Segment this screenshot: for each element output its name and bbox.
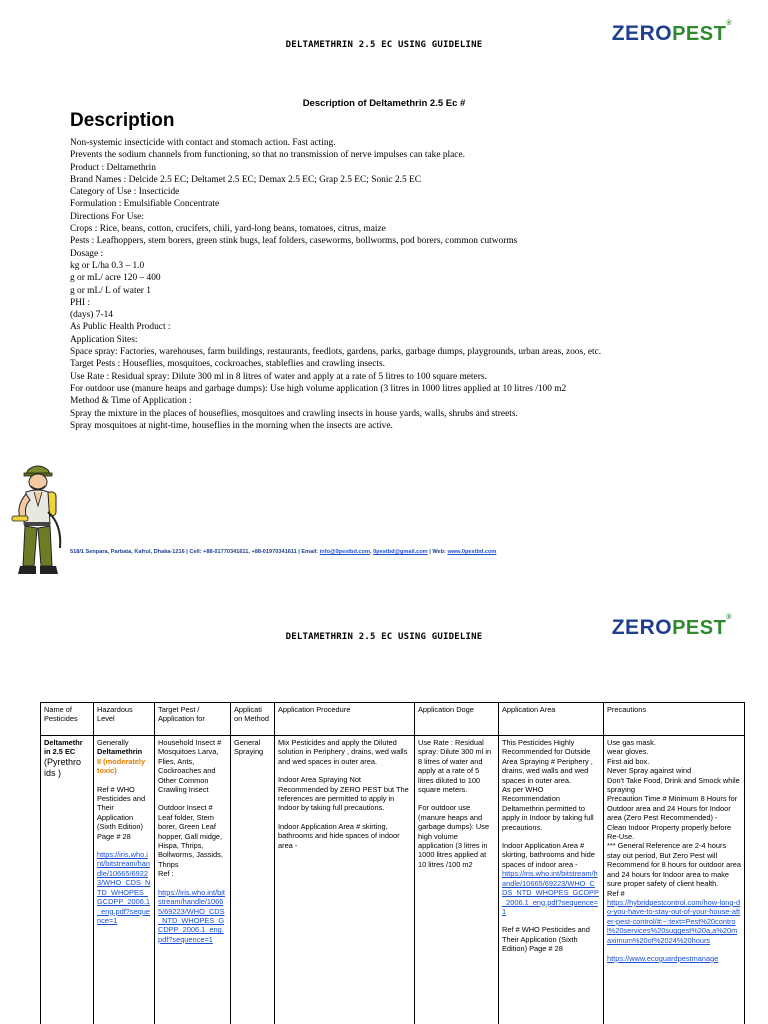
hazard-generally: Generally [97,738,129,747]
desc-line: Prevents the sodium channels from functioning, so that no transmission of nerve impulses can take place. [70,150,465,161]
footer-separator: , [369,549,374,555]
desc-line: g or mL/ acre 120 – 400 [70,273,161,284]
precaution-item: Don't Take Food, Drink and Smock while spraying [607,775,740,795]
desc-line: Crops : Rice, beans, cotton, crucifers, chili, yard-long beans, tomatoes, citrus, maize [70,224,386,235]
who-reference-link[interactable]: https://iris.who.int/bitstream/handle/10665/69223/WHO_CDS_NTD_WHOPES_GCDPP_2006.1_eng.pdf?sequence=1 [502,869,599,916]
hazard-class: II (moderately toxic) [97,756,146,776]
pesticide-name-cell [41,736,94,1024]
description-body [70,137,760,432]
guideline-table [40,702,745,1024]
desc-line: Product : Deltamethrin [70,162,156,173]
footer-email-link[interactable]: info@0pestbd.com [319,549,370,555]
column-header: Precautions [604,703,745,736]
document-title: DELTAMETHRIN 2.5 EC USING GUIDELINE [285,40,483,50]
logo-zero-text: ZERO [611,22,673,45]
area-reference: Ref # WHO Pesticides and Their Application (Sixth Edition) Page # 28 [502,925,590,954]
desc-line: Target Pests : Houseflies, mosquitoes, cockroaches, stableflies and crawling insects. [70,359,385,370]
footer-email-link[interactable]: 0pestbd@gmail.com [373,549,428,555]
area-outdoor: This Pesticides Highly Recommended for Outside Area Spraying # Periphery , drains, wed walls and wed spaces in outer area. [502,738,593,785]
application-area-cell [499,736,604,1024]
column-header: Application Procedure [275,703,415,736]
hazard-level-cell [94,736,155,1024]
desc-line: Space spray: Factories, warehouses, farm buildings, restaurants, feedlots, gardens, parks, garbage dumps, playgrounds, urban areas, zoos, etc. [70,347,602,358]
dose-residual: Use Rate : Residual spray: Dilute 300 ml in 8 litres of water and apply at a rate of 5 litres diluted to 100 square meters. [418,738,492,795]
desc-line: Dosage : [70,248,104,259]
desc-line: Directions For Use: [70,211,144,222]
target-household: Household Insect # Mosquitoes Larva, Flies, Ants, Cockroaches and Other Common Crawling Insect [158,738,222,795]
application-method-cell [231,736,275,1024]
page-break [0,590,768,596]
logo-zero-text: ZERO [611,616,673,639]
column-header: Name of Pesticides [41,703,94,736]
precaution-item: Clean Indoor Property properly before Re-Use. [607,822,732,842]
desc-line: PHI : [70,297,91,308]
area-who: As per WHO Recommendation Deltamethrin permitted to apply in Indoor by taking full precautions. [502,785,594,832]
who-reference-link[interactable]: https://iris.who.int/bitstream/handle/10665/69223/WHO_CDS_NTD_WHOPES_GCDPP_2006.1_eng.pdf?sequence=1 [158,887,225,944]
hazard-chemical: Deltamethrin [97,747,143,757]
pest-control-mascot-icon [8,462,66,580]
desc-line: Spray the mixture in the places of houseflies, mosquitoes and crawling insects in house yards, walls, shrubs and streets. [70,408,518,419]
document-title: DELTAMETHRIN 2.5 EC USING GUIDELINE [285,632,483,642]
precaution-item: wear gloves. [607,747,649,757]
precaution-reference-link[interactable]: https://www.ecoguardpestmanage [607,953,719,963]
precaution-item: *** General Reference are 2-4 hours stay out period, But Zero Pest will Recommend for 8 hours for outdoor area and 24 hours for Indoor area to make sure proper safety of client health. [607,841,741,889]
column-header: Hazardous Level [94,703,155,736]
pesticide-class: (Pyrethro ids ) [44,756,82,778]
logo-pest-text: PEST [672,23,727,45]
desc-line: Pests : Leafhoppers, stem borers, green stink bugs, leaf folders, caseworms, bollworms, pod borers, common cutworms [70,236,518,247]
desc-line: Brand Names : Delcide 2.5 EC; Deltamet 2.5 EC; Demax 2.5 EC; Grap 2.5 EC; Sonic 2.5 EC [70,174,421,185]
footer-separator: | Web: [427,549,448,555]
who-reference-link[interactable]: https://iris.who.int/bitstream/handle/10665/69223/WHO_CDS_NTD_WHOPES_GCDPP_2006.1_eng.pdf?sequence=1 [97,850,151,925]
hazard-reference: Ref # WHO Pesticides and Their Application (Sixth Edition) Page # 28 [97,784,146,841]
precaution-item: Precaution Time # Minimum 8 Hours for Outdoor area and 24 Hours for Indoor area (Zero Pest Recommended) - [607,794,738,823]
application-dose-cell [415,736,499,1024]
application-procedure-cell [275,736,415,1024]
description-subheading: Description of Deltamethrin 2.5 Ec # [302,98,466,109]
precaution-item: Ref # [607,888,625,898]
desc-line: Non-systemic insecticide with contact and stomach action. Fast acting. [70,138,336,148]
desc-line: As Public Health Product : [70,322,171,333]
desc-line: Use Rate : Residual spray: Dilute 300 ml in 8 litres of water and apply at a rate of 5 litres to 100 square meters. [70,371,487,382]
footer-address: 518/1 Senpara, Parbata, Kafrul, Dhaka-1216 | Cell: +88-01770341611, +88-01970341611 | Email: [70,549,320,555]
dose-outdoor: For outdoor use (manure heaps and garbage dumps): Use high volume application (3 litres in 1000 litres applied at 10 litres /100 m2 [418,803,490,869]
precaution-item: First aid box. [607,756,650,766]
desc-line: Category of Use : Insecticide [70,187,180,198]
precautions-cell [604,736,745,1024]
target-pest-cell [155,736,231,1024]
precaution-reference-link[interactable]: https://hybridpestcontrol.com/how-long-do-you-have-to-stay-out-of-your-house-after-pest-control/#:~:text=Pest%20control%20services%20suggest%20a,a%20maximum%20of%2024%20hours [607,897,741,945]
target-outdoor: Outdoor Insect # Leaf folder, Stem borer, Green Leaf hopper, Gall midge, Hispa, Thrips, Bollworms, Jassids, Thrips [158,803,223,869]
column-header: Applicati on Method [231,703,275,736]
precaution-item: Never Spray against wind [607,766,692,776]
desc-line: For outdoor use (manure heaps and garbage dumps): Use high volume application (3 litres in 1000 litres applied at 10 litres /100 m2 [70,383,567,394]
description-heading: Description [70,110,175,131]
desc-line: Formulation : Emulsifiable Concentrate [70,199,220,210]
contact-footer [70,549,496,555]
procedure-indoor-area: Indoor Application Area # skirting, bathrooms and hide spaces of indoor area - [278,821,400,850]
application-method: General Spraying [234,738,264,757]
logo-pest-text: PEST [672,617,727,639]
desc-line: Method & Time of Application : [70,396,192,407]
column-header: Application Area [499,703,604,736]
table-row [41,736,745,1024]
desc-line: Application Sites: [70,334,138,345]
procedure-outdoor: Mix Pesticides and apply the Diluted solution in Periphery , drains, wed walls and wed spaces in outer area. [278,738,408,766]
target-ref-label: Ref : [158,869,174,879]
pesticide-name: Deltamethr in 2.5 EC [44,738,83,757]
area-indoor: Indoor Application Area # skirting, bathrooms and hide spaces of indoor area - [502,841,595,869]
desc-line: (days) 7-14 [70,310,113,321]
desc-line: kg or L/ha 0.3 – 1.0 [70,260,145,271]
column-header: Application Doge [415,703,499,736]
precaution-item: Use gas mask. [607,738,656,747]
zero-pest-logo [612,22,732,46]
footer-web-link[interactable]: www.0pestbd.com [447,549,497,555]
column-header: Target Pest / Application for [155,703,231,736]
zero-pest-logo [612,616,732,640]
desc-line: g or mL/ L of water 1 [70,285,151,296]
logo-registered-mark: ® [726,20,732,27]
desc-line: Spray mosquitoes at night-time, houseflies in the morning when the insects are active. [70,420,393,431]
table-header-row [41,703,745,736]
procedure-indoor-note: Indoor Area Spraying Not Recommended by ZERO PEST but The references are permitted to apply in Indoor by taking full precautions. [278,775,409,813]
logo-registered-mark: ® [726,614,732,621]
